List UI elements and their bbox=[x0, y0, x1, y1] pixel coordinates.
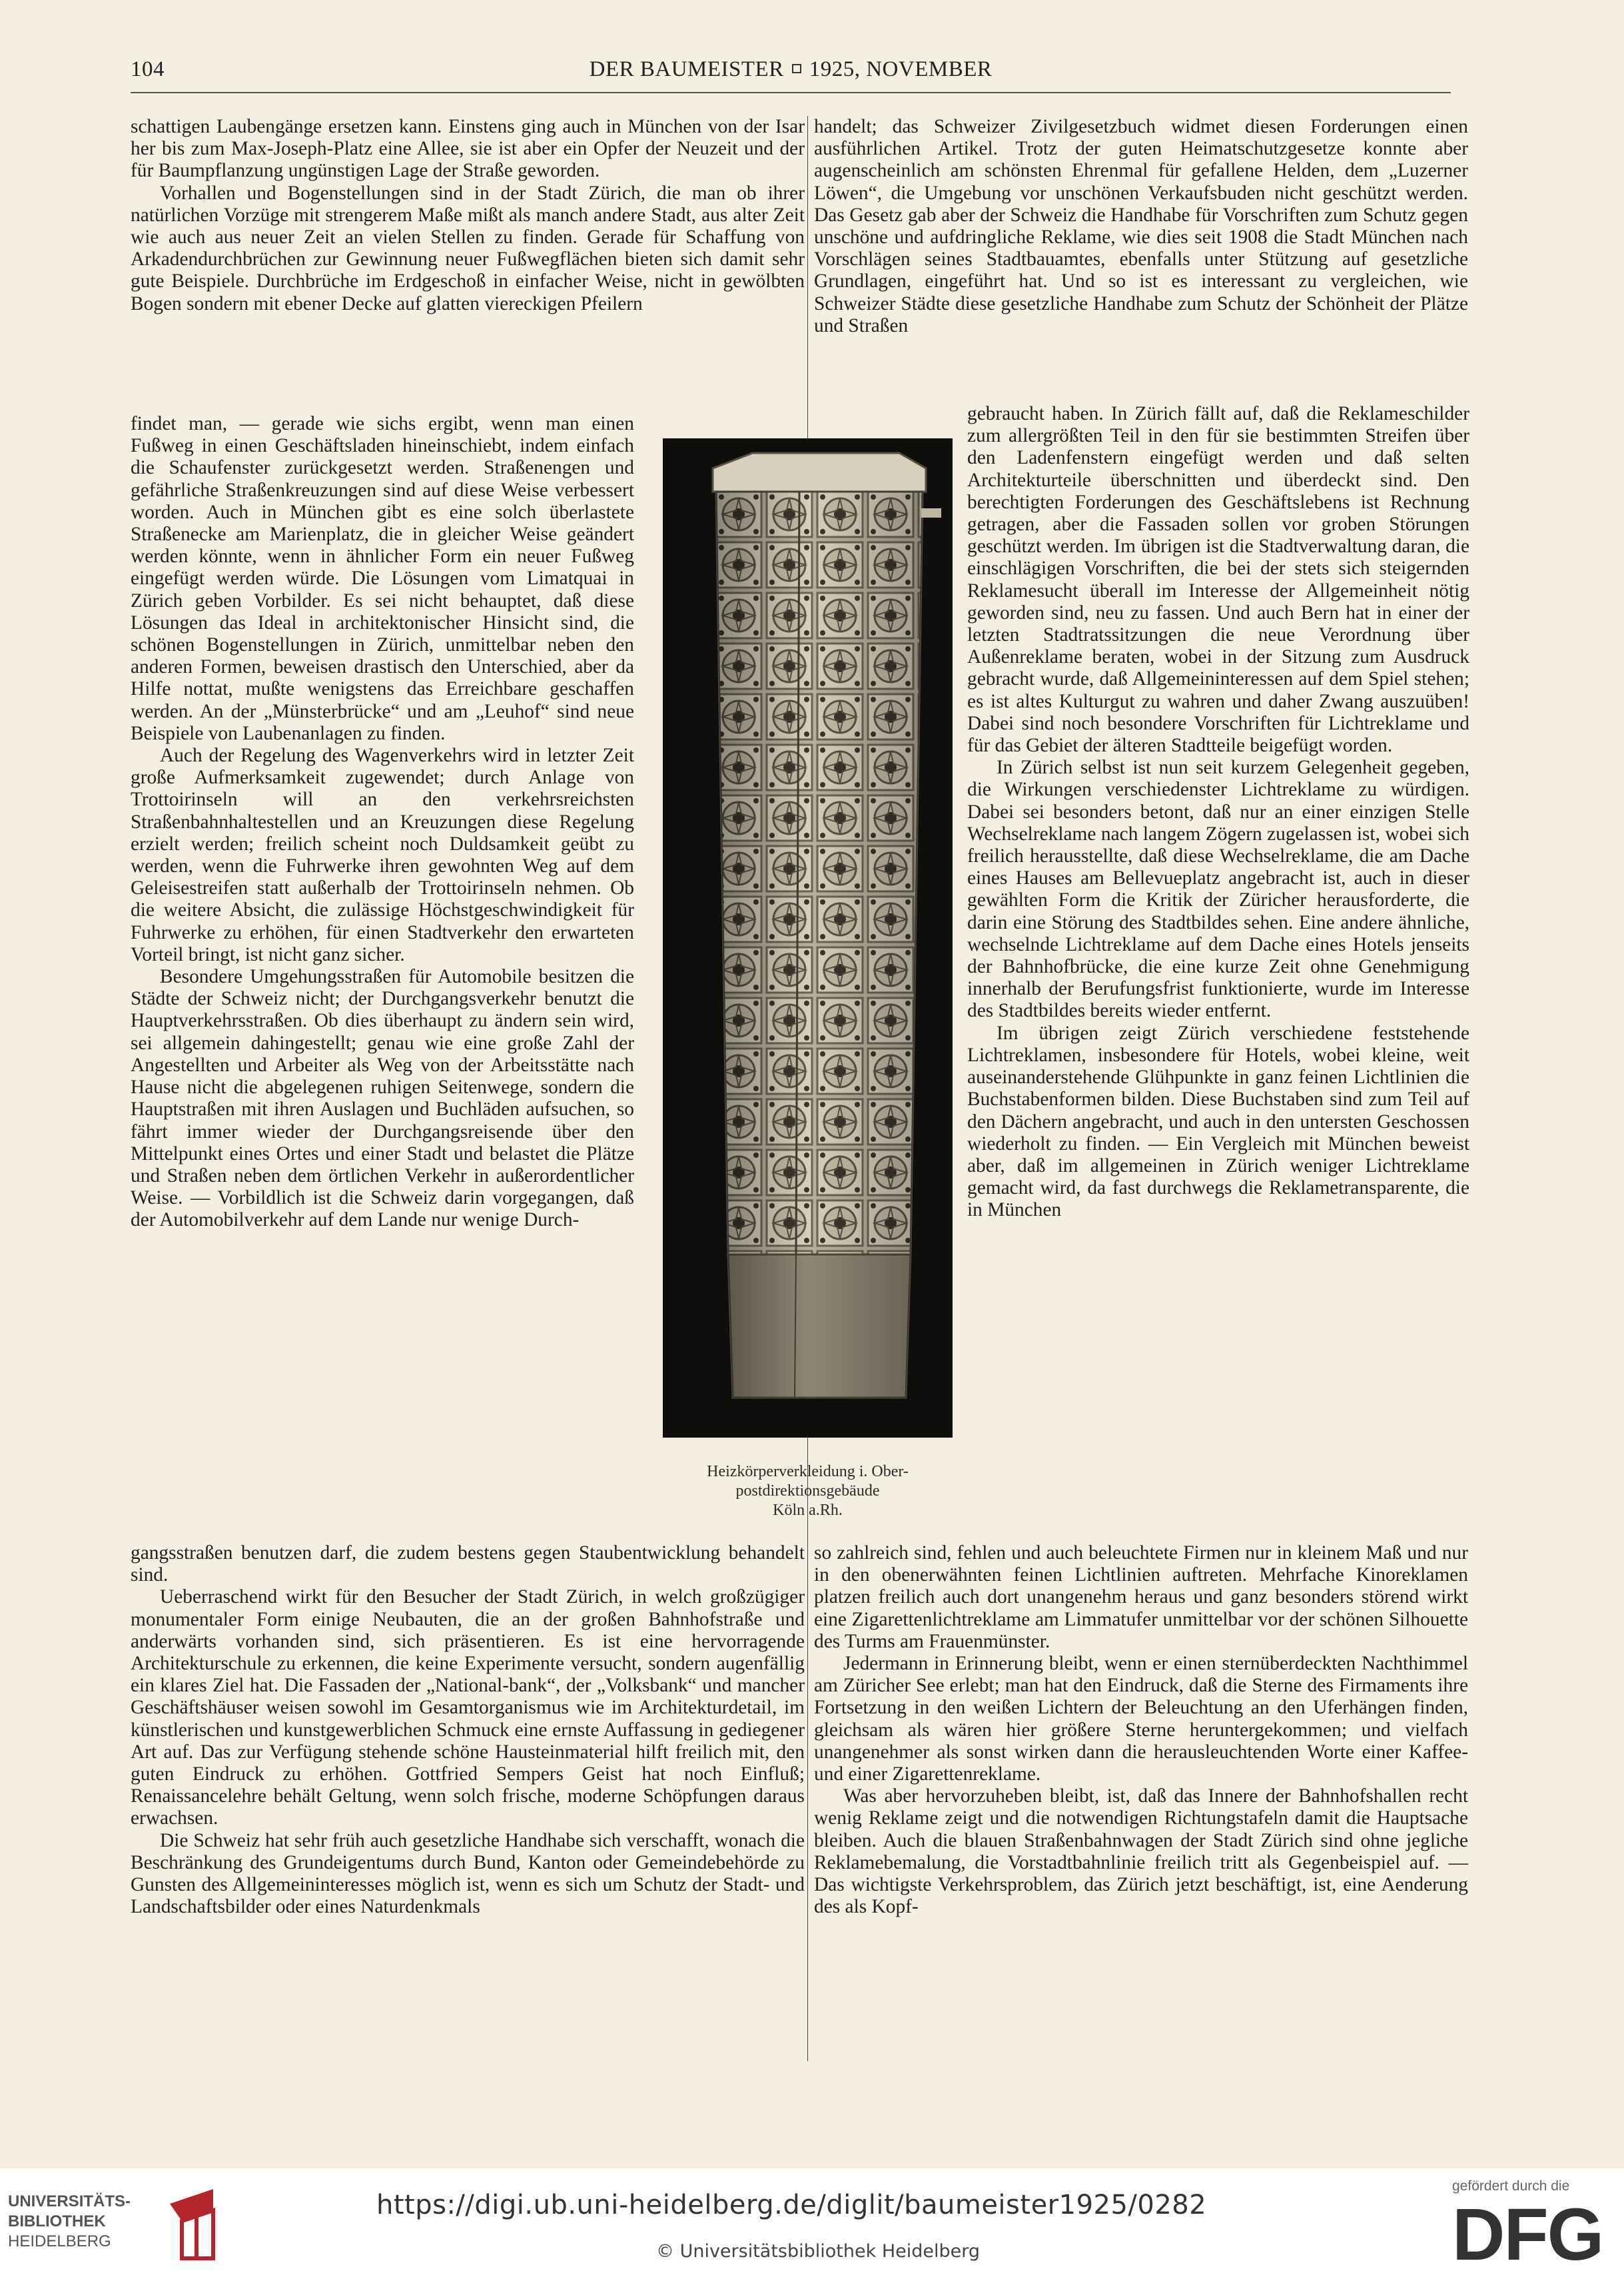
paragraph: gangsstraßen benutzen darf, die zudem bestens gegen Staubentwicklung behandelt sind. bbox=[131, 1542, 805, 1586]
right-column-bottom bbox=[814, 1542, 1468, 1918]
journal-title: DER BAUMEISTER bbox=[589, 57, 784, 81]
paragraph: Die Schweiz hat sehr früh auch gesetzliche Handhabe sich verschafft, wonach die Beschränkung des Grundeigentums durch Bund, Kanton oder Gemeindebehörde zu Gunsten des Allgemeininteresses möglich ist, wenn es sich um Schutz der Stadt- und Landschaftsbilder oder eines Naturdenkmals bbox=[131, 1829, 805, 1918]
caption-line: Heizkörperverkleidung i. Ober- bbox=[707, 1463, 909, 1480]
viewer-footer bbox=[0, 2168, 1624, 2291]
paragraph: findet man, — gerade wie sichs ergibt, wenn man einen Fußweg in einen Geschäftsladen hineinschiebt, indem einfach die Schaufenster zurückgesetzt werden. Straßenengen und gefährliche Straßenkreuzungen sind auf diese Weise verbessert worden. Auch in München gibt es eine solch überlastete Straßenecke am Marienplatz, die in gleicher Weise geändert werden könnte, wenn in ähnlicher Form ein neuer Fußweg eingefügt werden würde. Die Lösungen vom Limatquai in Zürich geben Vorbilder. Es sei nicht behauptet, daß diese Lösungen das Ideal in architektonischer Hinsicht sind, die schönen Bogenstellungen in Zürich, unmittelbar neben den anderen Formen, beweisen drastisch den Unterschied, aber da Hilfe nottat, mußte wenigstens das Erreichbare geschaffen werden. An der „Münsterbrücke“ und am „Leuhof“ sind neue Beispiele von Laubenanlagen zu finden. bbox=[131, 413, 634, 744]
paragraph: schattigen Laubengänge ersetzen kann. Einstens ging auch in München von der Isar her bis zum Max-Joseph-Platz eine Allee, sie ist aber ein Opfer der Neuzeit und der für Baumpflanzung ungünstigen Lage der Straße geworden. bbox=[131, 116, 805, 182]
left-column-top bbox=[131, 116, 805, 315]
library-logo[interactable] bbox=[8, 2192, 131, 2252]
library-name-line: BIBLIOTHEK bbox=[8, 2212, 106, 2230]
right-column-top bbox=[814, 116, 1468, 337]
paragraph: Jedermann in Erinnerung bleibt, wenn er einen sternüberdeckten Nachthimmel am Züricher See erlebt; man hat den Eindruck, daß die Sterne des Firmaments ihre Fortsetzung in den weißen Lichtern der Beleuchtung an den Uferhängen finden, gleichsam als wären hier größere Sterne heruntergekommen; und vielfach unangenehmer als sonst wirken dann die herausleuchtenden Worte einer Kaffee- und einer Zigarettenreklame. bbox=[814, 1653, 1468, 1785]
caption-line: postdirektionsgebäude bbox=[735, 1482, 880, 1500]
page-header bbox=[131, 57, 1451, 92]
page-number: 104 bbox=[131, 57, 165, 81]
funding-note: gefördert durch die bbox=[1452, 2178, 1570, 2194]
paragraph: Besondere Umgehungsstraßen für Automobile besitzen die Städte der Schweiz nicht; der Durchgangsverkehr benutzt die Hauptverkehrsstraßen. Ob dies überhaupt zu ändern sein wird, sei allgemein dahingestellt; genau wie eine große Zahl der Angestellten und Arbeiter als Weg von der Arbeitsstätte nach Hause nicht die abgelegenen ruhigen Seitenwege, sondern die Hauptstraßen mit ihren Auslagen und Buchläden aufsuchen, so fährt immer wieder der Durchgangsreisende über den Mittelpunkt eines Ortes und einer Stadt und belastet die Plätze und Straßen neben dem örtlichen Verkehr in außerordentlicher Weise. — Vorbildlich ist die Schweiz darin vorgegangen, daß der Automobilverkehr auf dem Lande nur wenige Durch- bbox=[131, 966, 634, 1231]
paragraph: In Zürich selbst ist nun seit kurzem Gelegenheit gegeben, die Wirkungen verschiedenster Lichtreklame zu würdigen. Dabei sei besonders betont, daß nur an einer einzigen Stelle Wechselreklame nach langem Zögern zugelassen ist, wobei sich freilich herausstellte, daß diese Wechselreklame, die am Dache eines Hauses am Bellevueplatz angebracht ist, auch in dieser gewählten Form die Kritik der Züricher herausforderte, die darin eine Störung des Stadtbildes sehen. Eine andere ähnliche, wechselnde Lichtreklame auf dem Dache eines Hotels jenseits der Bahnhofbrücke, die eine kurze Zeit ohne Genehmigung innerhalb der Berufungsfrist funktionierte, wurde im Interesse des Stadtbildes bereits wieder entfernt. bbox=[967, 757, 1469, 1022]
header-rule bbox=[131, 92, 1451, 93]
paragraph: Im übrigen zeigt Zürich verschiedene feststehende Lichtreklamen, insbesondere für Hotels, wobei kleine, weit auseinanderstehende Glühpunkte in ganz feinen Lichtlinien die Buchstabenformen bilden. Diese Buchstaben sind zum Teil auf den Dächern angebracht, und auch in den untersten Geschossen wiederholt zu finden. — Ein Vergleich mit München beweist aber, daß im allgemeinen in Zürich weniger Lichtreklame gemacht wird, da fast durchwegs die Reklametransparente, die in München bbox=[967, 1022, 1469, 1221]
paragraph: Was aber hervorzuheben bleibt, ist, daß das Innere der Bahnhofshallen recht wenig Reklame zeigt und die notwendigen Richtungstafeln damit die Hauptsache bleiben. Auch die blauen Straßenbahnwagen der Stadt Zürich sind ohne jegliche Reklamebemalung, die Vorstadtbahnlinie freilich tritt als Gegenbeispiel auf. — Das wichtigste Verkehrsproblem, das Zürich jetzt beschäftigt, ist, eine Aenderung des als Kopf- bbox=[814, 1785, 1468, 1918]
carved-pillar-illustration bbox=[663, 438, 953, 1438]
paragraph: so zahlreich sind, fehlen und auch beleuchtete Firmen nur in kleinem Maß und nur in den obenerwähnten feinen Lichtlinien auftreten. Mehrfache Kinoreklamen platzen freilich auch dort unangenehm heraus und ganz besonders störend wirkt eine Zigarettenlichtreklame am Limmatufer unmittelbar vor der schönen Silhouette des Turms am Frauenmünster. bbox=[814, 1542, 1468, 1652]
issue-date: 1925, NOVEMBER bbox=[809, 57, 993, 81]
dfg-logo[interactable]: DFG bbox=[1452, 2194, 1603, 2276]
library-name-line: UNIVERSITÄTS- bbox=[8, 2192, 131, 2210]
library-name-line: HEIDELBERG bbox=[8, 2232, 111, 2250]
radiator-casing-photo bbox=[663, 438, 953, 1438]
paragraph: Vorhallen und Bogenstellungen sind in der Stadt Zürich, die man ob ihrer natürlichen Vorzüge mit strengerem Maße mißt als manch andere Stadt, aus alter Zeit wie auch aus neuer Zeit an vielen Stellen zu finden. Gerade für Schaffung von Arkadendurchbrüchen zur Gewinnung neuer Fußwegflächen bieten sich damit sehr gute Beispiele. Durchbrüche im Erdgeschoß in einfacher Weise, nicht in gewölbten Bogen sondern mit ebener Decke auf glatten viereckigen Pfeilern bbox=[131, 182, 805, 314]
running-title bbox=[131, 57, 1451, 82]
caption-line: Köln a.Rh. bbox=[773, 1502, 843, 1519]
left-column-bottom bbox=[131, 1542, 805, 1918]
paragraph: Ueberraschend wirkt für den Besucher der Stadt Zürich, in welch großzügiger monumentaler Form einige Neubauten, die an der großen Bahnhofstraße und anderwärts vorhanden sind, sich präsentieren. Es ist eine hervorragende Architekturschule zu erkennen, die keine Experimente versucht, sondern augenfällig ein klares Ziel hat. Die Fassaden der „National-bank“, der „Volksbank“ und mancher Geschäftshäuser weisen sowohl im Gesamtorganismus wie im Architekturdetail, im künstlerischen und kunstgewerblichen Schmuck eine ernste Auffassung in gediegener Art auf. Das zur Verfügung stehende schöne Hausteinmaterial hilft freilich mit, den guten Eindruck zu erhöhen. Gottfried Sempers Geist hat noch Einfluß; Renaissancelehre behält Geltung, wenn solch frische, moderne Schöpfungen daraus erwachsen. bbox=[131, 1586, 805, 1829]
right-column-beside-image bbox=[967, 403, 1469, 1222]
figure-caption bbox=[663, 1462, 953, 1520]
paragraph: gebraucht haben. In Zürich fällt auf, daß die Reklameschilder zum allergrößten Teil in den für sie bestimmten Streifen über den Ladenfenstern eingefügt werden und daß selten Architekturteile überschnitten und überdeckt sind. Den berechtigten Forderungen des Geschäftslebens ist Rechnung getragen, aber die Fassaden sollen vor groben Störungen geschützt werden. Im übrigen ist die Stadtverwaltung daran, die einschlägigen Vorschriften, die bei der stets sich steigernden Reklamesucht überall im Interesse der Allgemeinheit nötig geworden sind, neu zu fassen. Und auch Bern hat in einer der letzten Stadtratssitzungen die neue Verordnung über Außenreklame beraten, wobei in der Sitzung zum Ausdruck gebracht wurde, daß Allgemeininteressen auf dem Spiel stehen; es ist altes Kulturgut zu wahren und daher Zwang auszuüben! Dabei sind noch besondere Vorschriften für Lichtreklame und für das Gebiet der älteren Stadtteile beigefügt worden. bbox=[967, 403, 1469, 757]
separator-square-icon bbox=[792, 64, 801, 73]
paragraph: handelt; das Schweizer Zivilgesetzbuch widmet diesen Forderungen einen ausführlichen Artikel. Trotz der guten Heimatschutzgesetze konnte aber augenscheinlich am schönsten Ehrenmal für gefallene Helden, dem „Luzerner Löwen“, die Umgebung vor unschönen Verkaufsbuden nicht geschützt werden. Das Gesetz gab aber der Schweiz die Handhabe für Vorschriften zum Schutz gegen unschöne und aufdringliche Reklame, wie dies seit 1908 die Stadt München nach Vorschlägen seines Stadtbauamtes, ebenfalls unter Stützung auf gesetzliche Grundlagen, eingeführt hat. Und so ist es interessant zu vergleichen, wie Schweizer Städte diese gesetzliche Handhabe zum Schutz der Schönheit der Plätze und Straßen bbox=[814, 116, 1468, 336]
left-column-beside-image bbox=[131, 413, 634, 1232]
copyright-notice: © Universitätsbibliothek Heidelberg bbox=[656, 2241, 981, 2262]
permalink-url[interactable]: https://digi.ub.uni-heidelberg.de/diglit/baumeister1925/0282 bbox=[376, 2190, 1207, 2220]
library-emblem-icon bbox=[163, 2184, 236, 2264]
paragraph: Auch der Regelung des Wagenverkehrs wird in letzter Zeit große Aufmerksamkeit zugewendet; durch Anlage von Trottoirinseln will an den verkehrsreichsten Straßenbahnhaltestellen und an Kreuzungen diese Regelung erzielt werden; freilich scheint noch Duldsamkeit geübt zu werden, wenn die Fuhrwerke ihren gewohnten Weg auf dem Geleisestreifen statt außerhalb der Trottoirinseln nehmen. Ob die weitere Absicht, die zulässige Höchstgeschwindigkeit für Fuhrwerke zu erhöhen, für einen Stadtverkehr den erwarteten Vorteil bringt, ist nicht ganz sicher. bbox=[131, 745, 634, 965]
